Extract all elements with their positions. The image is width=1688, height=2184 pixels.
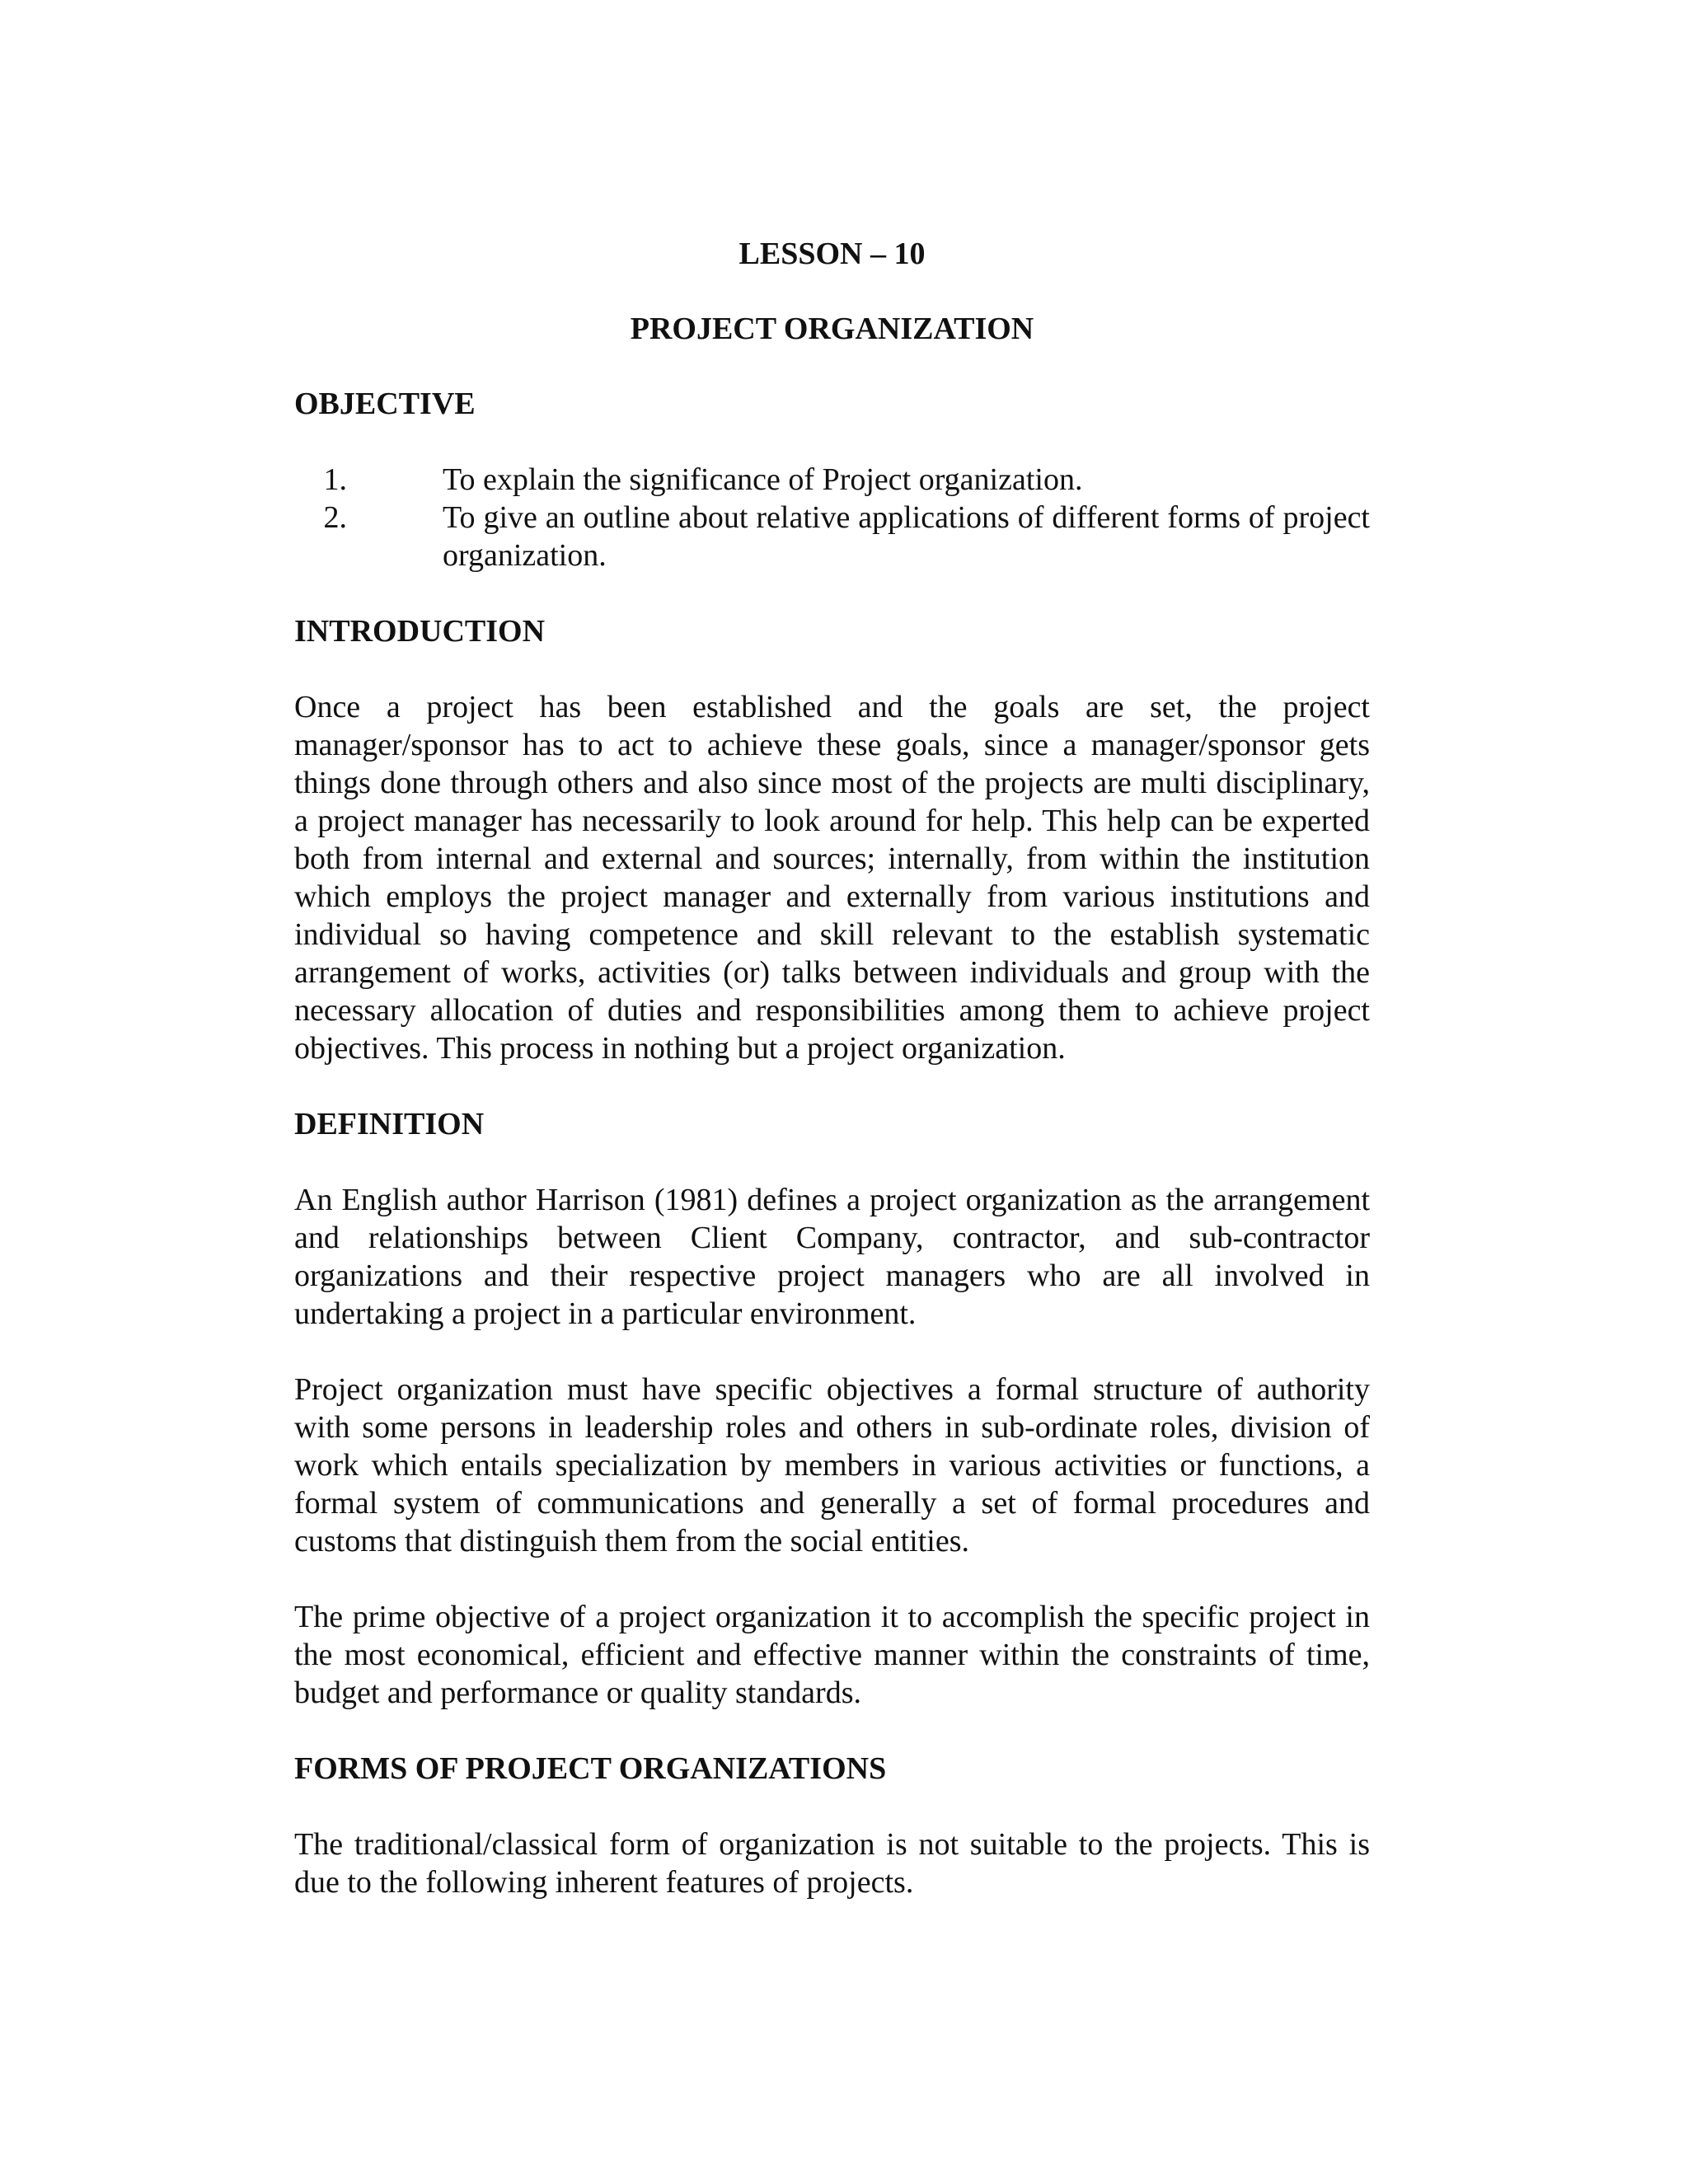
- introduction-heading: INTRODUCTION: [294, 614, 546, 649]
- forms-paragraph: The traditional/classical form of organization is not suitable to the projects. This is due to the following inherent features of projects.: [294, 1827, 1370, 1900]
- objective-item-gap: [347, 499, 443, 574]
- page-content: [294, 235, 1370, 1939]
- objective-item-number: 2.: [323, 500, 347, 535]
- objective-item: [294, 461, 1370, 499]
- objective-item: [294, 499, 1370, 574]
- lesson-label: LESSON – 10: [738, 237, 926, 271]
- objective-item-number: 1.: [323, 462, 347, 497]
- forms-heading: FORMS OF PROJECT ORGANIZATIONS: [294, 1751, 887, 1786]
- objective-list: [294, 461, 1370, 574]
- objective-item-text: To explain the significance of Project organization.: [443, 462, 1083, 497]
- definition-paragraph-1: An English author Harrison (1981) defines a project organization as the arrangement and relationships between Client Company, contractor, and sub-contractor organizations and their respective project managers who are all involved in undertaking a project in a particular environment.: [294, 1183, 1370, 1331]
- definition-paragraph-3: The prime objective of a project organization it to accomplish the specific project in the most economical, efficient and effective manner within the constraints of time, budget and performance or quality standards.: [294, 1600, 1370, 1710]
- definition-paragraph-2: Project organization must have specific objectives a formal structure of authority with some persons in leadership roles and others in sub-ordinate roles, division of work which entails specialization by members in various activities or functions, a formal system of communications and generally a set of formal procedures and customs that distinguish them from the social entities.: [294, 1372, 1370, 1558]
- objective-heading: OBJECTIVE: [294, 387, 476, 421]
- page-title: PROJECT ORGANIZATION: [630, 312, 1034, 346]
- objective-item-gap: [347, 461, 443, 499]
- introduction-paragraph: Once a project has been established and the goals are set, the project manager/sponsor has to act to achieve these goals, since a manager/sponsor gets things done through others and also since most of the projects are multi disciplinary, a project manager has necessarily to look around for help. This help can be experted both from internal and external and sources; internally, from within the institution which employs the project manager and externally from various institutions and individual so having competence and skill relevant to the establish systematic arrangement of works, activities (or) talks between individuals and group with the necessary allocation of duties and responsibilities among them to achieve project objectives. This process in nothing but a project organization.: [294, 690, 1370, 1066]
- objective-item-text: To give an outline about relative applications of different forms of project organization.: [443, 500, 1370, 573]
- definition-heading: DEFINITION: [294, 1107, 485, 1141]
